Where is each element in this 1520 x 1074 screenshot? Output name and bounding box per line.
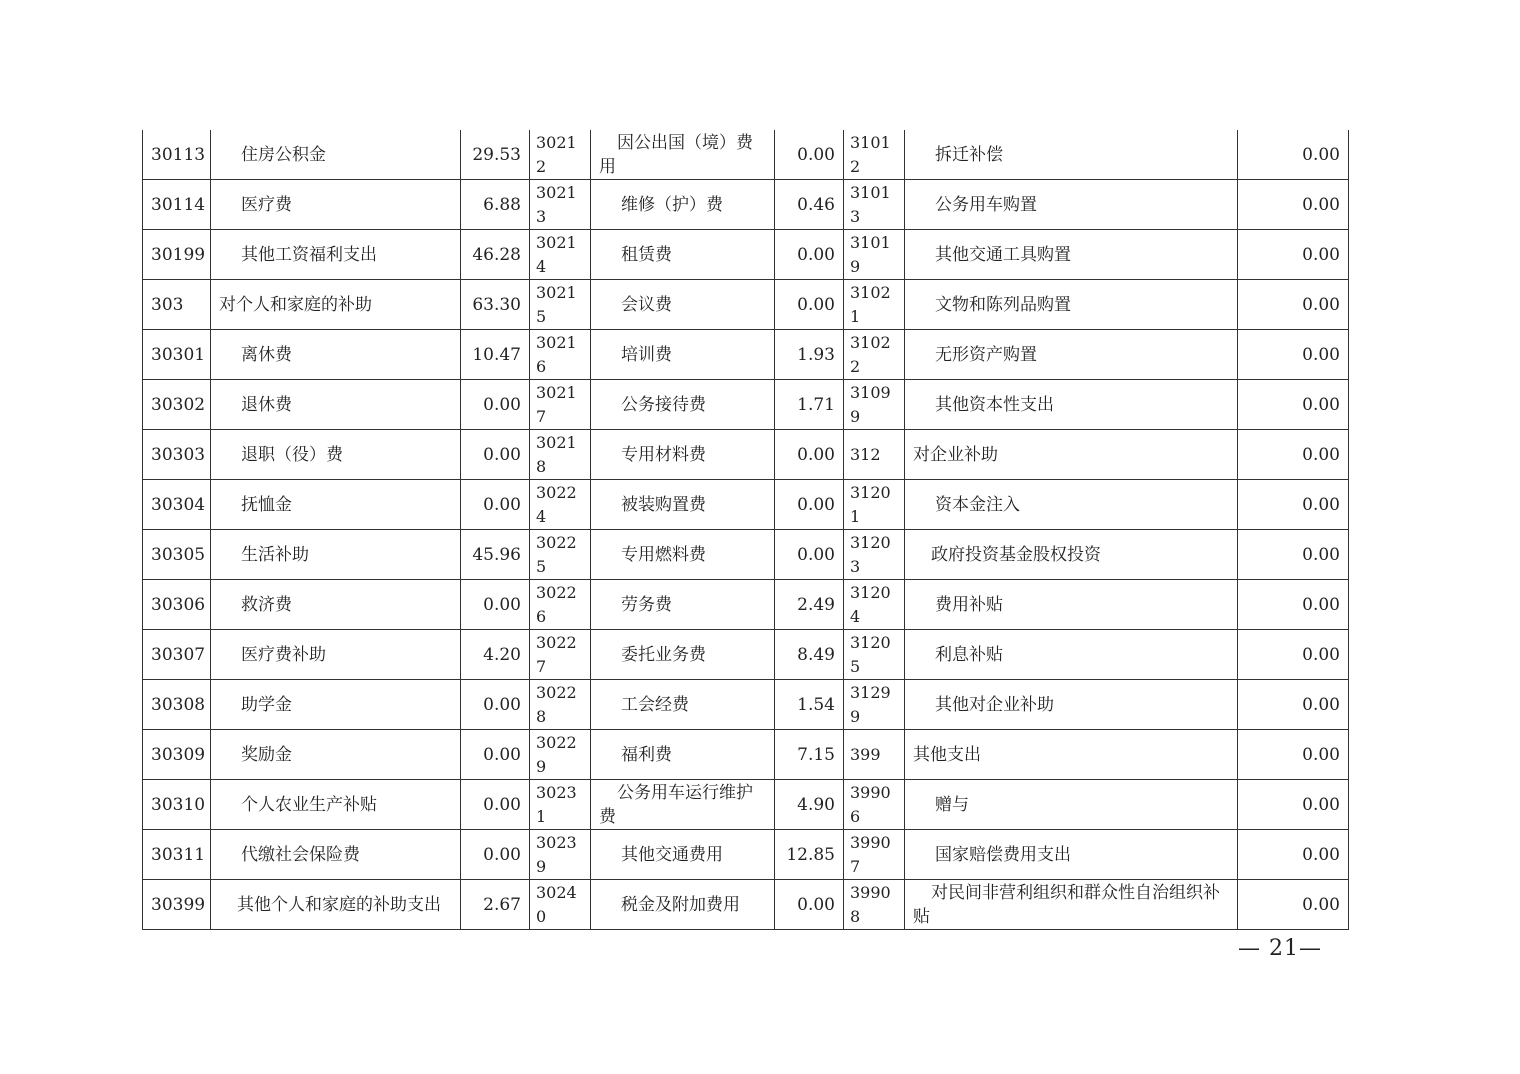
code-cell: 30218 bbox=[530, 430, 591, 480]
table-row bbox=[143, 680, 1349, 730]
amount-cell: 0.46 bbox=[775, 180, 844, 230]
code-cell: 30307 bbox=[143, 630, 211, 680]
name-cell bbox=[905, 230, 1238, 280]
name-cell bbox=[905, 530, 1238, 580]
item-name: 其他资本性支出 bbox=[935, 394, 1054, 415]
code-cell: 30213 bbox=[530, 180, 591, 230]
table-row bbox=[143, 380, 1349, 430]
name-cell bbox=[591, 880, 775, 930]
amount-cell: 0.00 bbox=[1238, 880, 1349, 930]
item-name: 医疗费补助 bbox=[241, 644, 326, 665]
name-cell bbox=[905, 330, 1238, 380]
name-cell bbox=[591, 330, 775, 380]
table-row bbox=[143, 830, 1349, 880]
item-name: 其他工资福利支出 bbox=[241, 244, 377, 265]
item-name: 专用材料费 bbox=[621, 444, 706, 465]
amount-cell: 29.53 bbox=[461, 130, 530, 180]
item-name: 个人农业生产补贴 bbox=[241, 794, 377, 815]
table-row bbox=[143, 880, 1349, 930]
item-name: 专用燃料费 bbox=[621, 544, 706, 565]
amount-cell: 46.28 bbox=[461, 230, 530, 280]
name-cell bbox=[211, 730, 461, 780]
amount-cell: 0.00 bbox=[775, 130, 844, 180]
item-name: 工会经费 bbox=[621, 694, 689, 715]
name-cell bbox=[211, 880, 461, 930]
name-cell bbox=[591, 630, 775, 680]
code-cell: 399 bbox=[844, 730, 905, 780]
item-name: 对民间非营利组织和群众性自治组织补贴 bbox=[913, 882, 1220, 927]
name-cell bbox=[905, 780, 1238, 830]
name-cell bbox=[591, 280, 775, 330]
item-name: 助学金 bbox=[241, 694, 292, 715]
item-name: 离休费 bbox=[241, 344, 292, 365]
name-cell bbox=[591, 680, 775, 730]
code-cell: 31013 bbox=[844, 180, 905, 230]
code-cell: 30303 bbox=[143, 430, 211, 480]
table-row bbox=[143, 530, 1349, 580]
name-cell bbox=[591, 380, 775, 430]
item-name: 退休费 bbox=[241, 394, 292, 415]
item-name: 政府投资基金股权投资 bbox=[931, 544, 1101, 565]
item-name: 委托业务费 bbox=[621, 644, 706, 665]
amount-cell: 0.00 bbox=[1238, 480, 1349, 530]
name-cell bbox=[905, 180, 1238, 230]
code-cell: 30309 bbox=[143, 730, 211, 780]
item-name: 被装购置费 bbox=[621, 494, 706, 515]
name-cell bbox=[591, 730, 775, 780]
code-cell: 30214 bbox=[530, 230, 591, 280]
code-cell: 39907 bbox=[844, 830, 905, 880]
item-name: 其他支出 bbox=[913, 744, 981, 765]
amount-cell: 6.88 bbox=[461, 180, 530, 230]
table-body bbox=[143, 130, 1349, 930]
item-name: 抚恤金 bbox=[241, 494, 292, 515]
amount-cell: 0.00 bbox=[775, 430, 844, 480]
name-cell bbox=[211, 230, 461, 280]
item-name: 资本金注入 bbox=[935, 494, 1020, 515]
amount-cell: 0.00 bbox=[461, 580, 530, 630]
amount-cell: 0.00 bbox=[1238, 330, 1349, 380]
amount-cell: 0.00 bbox=[775, 530, 844, 580]
amount-cell: 12.85 bbox=[775, 830, 844, 880]
item-name: 其他交通费用 bbox=[621, 844, 723, 865]
item-name: 因公出国（境）费用 bbox=[599, 132, 753, 177]
code-cell: 303 bbox=[143, 280, 211, 330]
name-cell bbox=[211, 780, 461, 830]
item-name: 救济费 bbox=[241, 594, 292, 615]
item-name: 奖励金 bbox=[241, 744, 292, 765]
name-cell bbox=[591, 430, 775, 480]
code-cell: 312 bbox=[844, 430, 905, 480]
name-cell bbox=[211, 280, 461, 330]
amount-cell: 0.00 bbox=[1238, 580, 1349, 630]
amount-cell: 0.00 bbox=[1238, 780, 1349, 830]
code-cell: 30113 bbox=[143, 130, 211, 180]
code-cell: 30225 bbox=[530, 530, 591, 580]
name-cell bbox=[905, 430, 1238, 480]
code-cell: 30311 bbox=[143, 830, 211, 880]
item-name: 对个人和家庭的补助 bbox=[219, 294, 372, 315]
item-name: 维修（护）费 bbox=[621, 194, 723, 215]
name-cell bbox=[905, 630, 1238, 680]
item-name: 国家赔偿费用支出 bbox=[935, 844, 1071, 865]
amount-cell: 0.00 bbox=[461, 430, 530, 480]
name-cell bbox=[211, 130, 461, 180]
name-cell bbox=[905, 680, 1238, 730]
name-cell bbox=[211, 630, 461, 680]
amount-cell: 0.00 bbox=[1238, 530, 1349, 580]
item-name: 赠与 bbox=[935, 794, 969, 815]
code-cell: 30217 bbox=[530, 380, 591, 430]
name-cell bbox=[211, 430, 461, 480]
name-cell bbox=[905, 280, 1238, 330]
item-name: 对企业补助 bbox=[913, 444, 998, 465]
amount-cell: 1.93 bbox=[775, 330, 844, 380]
table-row bbox=[143, 330, 1349, 380]
code-cell: 31022 bbox=[844, 330, 905, 380]
name-cell bbox=[905, 130, 1238, 180]
amount-cell: 0.00 bbox=[1238, 380, 1349, 430]
table-row bbox=[143, 130, 1349, 180]
code-cell: 30114 bbox=[143, 180, 211, 230]
name-cell bbox=[211, 180, 461, 230]
name-cell bbox=[591, 480, 775, 530]
amount-cell: 7.15 bbox=[775, 730, 844, 780]
amount-cell: 8.49 bbox=[775, 630, 844, 680]
code-cell: 30399 bbox=[143, 880, 211, 930]
name-cell bbox=[211, 680, 461, 730]
item-name: 拆迁补偿 bbox=[935, 144, 1003, 165]
name-cell bbox=[591, 230, 775, 280]
code-cell: 30310 bbox=[143, 780, 211, 830]
name-cell bbox=[211, 380, 461, 430]
item-name: 退职（役）费 bbox=[241, 444, 343, 465]
amount-cell: 0.00 bbox=[461, 830, 530, 880]
name-cell bbox=[211, 830, 461, 880]
item-name: 代缴社会保险费 bbox=[241, 844, 360, 865]
name-cell bbox=[905, 730, 1238, 780]
item-name: 公务用车运行维护费 bbox=[599, 782, 753, 827]
name-cell bbox=[591, 780, 775, 830]
amount-cell: 4.90 bbox=[775, 780, 844, 830]
amount-cell: 0.00 bbox=[1238, 730, 1349, 780]
name-cell bbox=[591, 130, 775, 180]
code-cell: 30306 bbox=[143, 580, 211, 630]
code-cell: 39908 bbox=[844, 880, 905, 930]
code-cell: 31203 bbox=[844, 530, 905, 580]
code-cell: 30216 bbox=[530, 330, 591, 380]
name-cell bbox=[905, 880, 1238, 930]
amount-cell: 0.00 bbox=[1238, 230, 1349, 280]
amount-cell: 2.67 bbox=[461, 880, 530, 930]
item-name: 文物和陈列品购置 bbox=[935, 294, 1071, 315]
item-name: 培训费 bbox=[621, 344, 672, 365]
amount-cell: 0.00 bbox=[775, 480, 844, 530]
table-row bbox=[143, 630, 1349, 680]
item-name: 其他个人和家庭的补助支出 bbox=[237, 894, 441, 915]
name-cell bbox=[905, 830, 1238, 880]
code-cell: 30215 bbox=[530, 280, 591, 330]
name-cell bbox=[905, 580, 1238, 630]
code-cell: 30305 bbox=[143, 530, 211, 580]
code-cell: 30229 bbox=[530, 730, 591, 780]
item-name: 公务用车购置 bbox=[935, 194, 1037, 215]
amount-cell: 2.49 bbox=[775, 580, 844, 630]
item-name: 福利费 bbox=[621, 744, 672, 765]
code-cell: 31205 bbox=[844, 630, 905, 680]
item-name: 费用补贴 bbox=[935, 594, 1003, 615]
table-row bbox=[143, 180, 1349, 230]
item-name: 无形资产购置 bbox=[935, 344, 1037, 365]
amount-cell: 0.00 bbox=[1238, 430, 1349, 480]
code-cell: 30301 bbox=[143, 330, 211, 380]
name-cell bbox=[591, 530, 775, 580]
item-name: 其他交通工具购置 bbox=[935, 244, 1071, 265]
amount-cell: 0.00 bbox=[461, 480, 530, 530]
code-cell: 31201 bbox=[844, 480, 905, 530]
table-row bbox=[143, 480, 1349, 530]
table-row bbox=[143, 730, 1349, 780]
code-cell: 30308 bbox=[143, 680, 211, 730]
table-row bbox=[143, 780, 1349, 830]
amount-cell: 0.00 bbox=[461, 730, 530, 780]
code-cell: 39906 bbox=[844, 780, 905, 830]
page-number: — 21— bbox=[1238, 936, 1322, 961]
amount-cell: 0.00 bbox=[1238, 680, 1349, 730]
name-cell bbox=[591, 830, 775, 880]
code-cell: 31099 bbox=[844, 380, 905, 430]
amount-cell: 0.00 bbox=[1238, 180, 1349, 230]
code-cell: 30199 bbox=[143, 230, 211, 280]
code-cell: 30226 bbox=[530, 580, 591, 630]
code-cell: 30212 bbox=[530, 130, 591, 180]
item-name: 生活补助 bbox=[241, 544, 309, 565]
table-row bbox=[143, 230, 1349, 280]
amount-cell: 0.00 bbox=[1238, 630, 1349, 680]
amount-cell: 0.00 bbox=[461, 380, 530, 430]
code-cell: 30239 bbox=[530, 830, 591, 880]
name-cell bbox=[905, 480, 1238, 530]
item-name: 劳务费 bbox=[621, 594, 672, 615]
amount-cell: 10.47 bbox=[461, 330, 530, 380]
name-cell bbox=[591, 180, 775, 230]
name-cell bbox=[211, 530, 461, 580]
amount-cell: 0.00 bbox=[775, 280, 844, 330]
name-cell bbox=[211, 480, 461, 530]
amount-cell: 1.54 bbox=[775, 680, 844, 730]
expenditure-table bbox=[142, 130, 1349, 930]
code-cell: 30231 bbox=[530, 780, 591, 830]
code-cell: 30240 bbox=[530, 880, 591, 930]
table-row bbox=[143, 430, 1349, 480]
item-name: 住房公积金 bbox=[241, 144, 326, 165]
item-name: 税金及附加费用 bbox=[621, 894, 740, 915]
code-cell: 30302 bbox=[143, 380, 211, 430]
code-cell: 31021 bbox=[844, 280, 905, 330]
code-cell: 31019 bbox=[844, 230, 905, 280]
code-cell: 30304 bbox=[143, 480, 211, 530]
amount-cell: 0.00 bbox=[461, 680, 530, 730]
expenditure-table-container bbox=[142, 130, 1348, 930]
amount-cell: 0.00 bbox=[775, 230, 844, 280]
amount-cell: 0.00 bbox=[775, 880, 844, 930]
amount-cell: 4.20 bbox=[461, 630, 530, 680]
amount-cell: 63.30 bbox=[461, 280, 530, 330]
amount-cell: 1.71 bbox=[775, 380, 844, 430]
name-cell bbox=[211, 330, 461, 380]
name-cell bbox=[211, 580, 461, 630]
item-name: 会议费 bbox=[621, 294, 672, 315]
amount-cell: 45.96 bbox=[461, 530, 530, 580]
code-cell: 30224 bbox=[530, 480, 591, 530]
code-cell: 30228 bbox=[530, 680, 591, 730]
table-row bbox=[143, 580, 1349, 630]
item-name: 医疗费 bbox=[241, 194, 292, 215]
table-row bbox=[143, 280, 1349, 330]
name-cell bbox=[905, 380, 1238, 430]
code-cell: 31204 bbox=[844, 580, 905, 630]
item-name: 其他对企业补助 bbox=[935, 694, 1054, 715]
amount-cell: 0.00 bbox=[1238, 280, 1349, 330]
amount-cell: 0.00 bbox=[1238, 830, 1349, 880]
amount-cell: 0.00 bbox=[1238, 130, 1349, 180]
name-cell bbox=[591, 580, 775, 630]
item-name: 租赁费 bbox=[621, 244, 672, 265]
code-cell: 31012 bbox=[844, 130, 905, 180]
code-cell: 30227 bbox=[530, 630, 591, 680]
item-name: 利息补贴 bbox=[935, 644, 1003, 665]
code-cell: 31299 bbox=[844, 680, 905, 730]
amount-cell: 0.00 bbox=[461, 780, 530, 830]
item-name: 公务接待费 bbox=[621, 394, 706, 415]
